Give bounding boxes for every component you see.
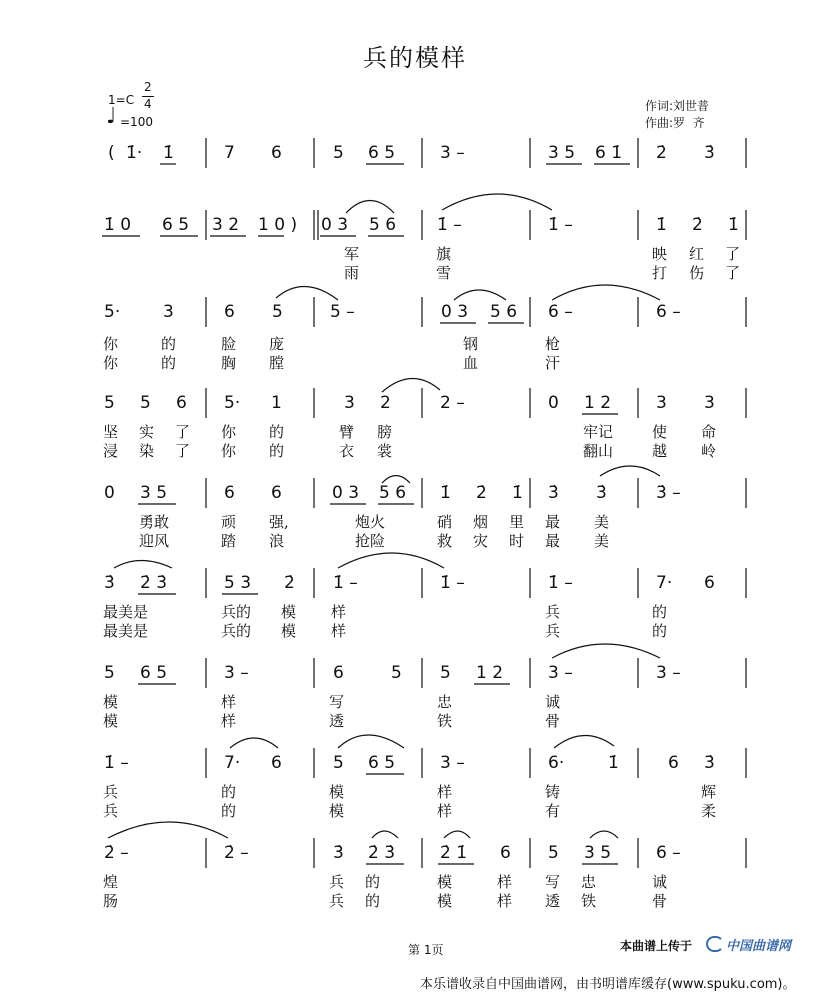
slur	[372, 831, 398, 838]
note: 1̇	[728, 215, 739, 235]
lyric: 的	[161, 335, 177, 353]
slur	[338, 553, 444, 568]
key-signature: 1=C	[108, 93, 135, 107]
note: 6	[271, 483, 282, 503]
lyric: 浪	[269, 532, 285, 550]
note: 5	[333, 753, 344, 773]
slur	[276, 286, 338, 300]
slur	[108, 822, 228, 838]
lyric: 模	[329, 802, 345, 820]
note: 5	[104, 393, 115, 413]
note: 1̇	[440, 483, 451, 503]
lyric: 兵	[103, 802, 119, 820]
note: 3̇	[548, 483, 559, 503]
slur	[338, 735, 404, 748]
lyric: 浸	[103, 442, 119, 460]
lyric: 肠	[103, 892, 119, 910]
note: 5	[391, 663, 402, 683]
note: 2̇ –	[224, 843, 249, 863]
slur	[230, 738, 278, 748]
lyric: 写	[545, 873, 561, 891]
lyric: 辉	[701, 783, 717, 801]
note: 2̇	[656, 143, 667, 163]
lyric: 枪	[545, 335, 561, 353]
lyric: 军	[344, 245, 360, 263]
lyric: 岭	[701, 442, 717, 460]
slur	[552, 644, 660, 658]
note: 5	[333, 143, 344, 163]
lyric: 兵的	[221, 603, 252, 621]
note: 3	[163, 302, 174, 322]
note: 6	[333, 663, 344, 683]
note: 3 –	[224, 663, 249, 683]
note: 3̇	[704, 143, 715, 163]
lyric: 兵	[103, 783, 119, 801]
lyric: 你	[103, 335, 119, 353]
lyric: 模	[437, 873, 453, 891]
upload-label: 本曲谱上传于	[620, 939, 693, 953]
lyric: 了	[175, 442, 191, 460]
note: 0	[548, 393, 559, 413]
note: 6 5	[140, 663, 168, 683]
lyric: 的	[269, 442, 285, 460]
lyric: 样	[497, 892, 513, 910]
lyric: 伤	[689, 264, 705, 282]
note: 7·	[224, 753, 241, 773]
lyric: 膀	[377, 423, 393, 441]
note: 3̇	[104, 573, 115, 593]
lyric: 透	[545, 892, 561, 910]
lyric: 了	[725, 264, 741, 282]
lyric: 铁	[581, 892, 597, 910]
note: 6 –	[548, 302, 573, 322]
note: 1 2	[476, 663, 504, 683]
lyric: 诚	[652, 873, 668, 891]
note: 5	[548, 843, 559, 863]
lyric: 的	[365, 892, 381, 910]
lyric: 命	[701, 423, 717, 441]
slur	[442, 194, 552, 210]
note: 5 6	[490, 302, 518, 322]
lyric: 样	[331, 622, 347, 640]
note: 3 –	[440, 753, 465, 773]
note: 3 5	[548, 143, 576, 163]
note: 1̇	[512, 483, 523, 503]
page-title: 兵的模样	[363, 44, 467, 72]
note: 5·	[104, 302, 121, 322]
slur	[444, 831, 470, 838]
note: 1̇	[656, 215, 667, 235]
lyric: 雨	[344, 264, 360, 282]
note: 5	[440, 663, 451, 683]
time-signature-bottom: 4	[144, 97, 152, 111]
note: 7·	[656, 573, 673, 593]
note: (	[108, 143, 115, 163]
note: 2̇	[284, 573, 295, 593]
note: 6·	[548, 753, 565, 773]
note: 3 –	[656, 663, 681, 683]
slur	[552, 285, 660, 300]
lyric: 打	[652, 264, 668, 282]
lyric: 骨	[652, 892, 668, 910]
slur	[454, 290, 506, 300]
lyric: 时	[509, 532, 525, 550]
note: 6	[668, 753, 679, 773]
note: 1̇ –	[548, 573, 573, 593]
note: 3̇	[333, 843, 344, 863]
note: 6 –	[656, 302, 681, 322]
lyric: 最	[545, 532, 561, 550]
lyric: 牢记	[583, 423, 614, 441]
note: 1̇ –	[104, 753, 129, 773]
lyric: 越	[652, 442, 668, 460]
note: 6	[271, 753, 282, 773]
time-signature-top: 2	[144, 80, 152, 94]
site-logo[interactable]: 中国曲谱网	[726, 939, 792, 954]
lyric: 美	[594, 532, 610, 550]
lyric: 胸	[221, 354, 237, 372]
lyric: 模	[103, 693, 119, 711]
lyric: 使	[652, 423, 668, 441]
lyric: 的	[221, 783, 237, 801]
note: 1̇·	[126, 143, 143, 163]
lyric: 忠	[581, 873, 597, 891]
lyric: 了	[725, 245, 741, 263]
lyric: 最美是	[103, 603, 149, 621]
note: 3̇	[596, 483, 607, 503]
lyric: 实	[139, 423, 155, 441]
lyric: 硝	[437, 513, 453, 531]
lyric: 写	[329, 693, 345, 711]
note: 1̇ –	[440, 573, 465, 593]
lyric: 翻山	[583, 442, 614, 460]
note: 3̇	[704, 753, 715, 773]
lyric: 模	[437, 892, 453, 910]
lyric: 脸	[221, 335, 237, 353]
note: 2̇ –	[104, 843, 129, 863]
lyric: 的	[365, 873, 381, 891]
lyric: 红	[689, 245, 705, 263]
note: 1̇ 0	[104, 215, 132, 235]
lyric: 样	[437, 783, 453, 801]
lyric: 样	[437, 802, 453, 820]
note: 1	[271, 393, 282, 413]
quarter-note-icon: ♩	[106, 104, 117, 129]
note: 2 –	[440, 393, 465, 413]
lyric: 模	[103, 712, 119, 730]
lyric: 钢	[463, 335, 479, 353]
lyric: 样	[221, 712, 237, 730]
note: 1 2	[584, 393, 612, 413]
slur	[114, 561, 172, 569]
slur	[590, 831, 618, 838]
lyric: 映	[652, 245, 668, 263]
note: 2	[380, 393, 391, 413]
note: 2̇	[692, 215, 703, 235]
note: 6	[224, 483, 235, 503]
note: 6 5	[368, 753, 396, 773]
lyric: 煌	[103, 873, 119, 891]
lyric: 的	[652, 622, 668, 640]
lyric: 样	[497, 873, 513, 891]
lyric: 最美是	[103, 622, 149, 640]
note: 2̇ 3̇	[368, 843, 396, 863]
lyric: 美	[594, 513, 610, 531]
note: 5	[272, 302, 283, 322]
note: 5 3	[224, 573, 252, 593]
note: 6	[224, 302, 235, 322]
lyricist: 作词:刘世普	[645, 99, 710, 113]
note: 6	[271, 143, 282, 163]
note: 0 3	[441, 302, 469, 322]
note: 1̇ –	[333, 573, 358, 593]
lyric: 样	[331, 603, 347, 621]
lyric: 抢险	[355, 532, 386, 550]
note: 7	[224, 143, 235, 163]
note: 5 –	[330, 302, 355, 322]
note: 1̇ –	[437, 215, 462, 235]
note: 3 2	[212, 215, 240, 235]
lyric: 骨	[545, 712, 561, 730]
note: 3 –	[548, 663, 573, 683]
lyric: 模	[329, 783, 345, 801]
note: 0 3	[321, 215, 349, 235]
lyric: 兵	[329, 892, 345, 910]
note: 2̇ 3̇	[140, 573, 168, 593]
lyric: 你	[103, 354, 119, 372]
lyric: 坚	[103, 423, 119, 441]
lyric: 兵的	[221, 622, 252, 640]
lyric: 透	[329, 712, 345, 730]
note: 5	[140, 393, 151, 413]
lyric: 的	[652, 603, 668, 621]
note: 6	[176, 393, 187, 413]
lyric: 的	[161, 354, 177, 372]
lyric: 有	[545, 802, 561, 820]
lyric: 了	[175, 423, 191, 441]
lyric: 衣	[339, 442, 355, 460]
note: 0 3	[332, 483, 360, 503]
note: 5 6	[379, 483, 407, 503]
note: 6 –	[656, 843, 681, 863]
slur	[382, 476, 410, 484]
note: 6	[500, 843, 511, 863]
note: 3̇ –	[656, 483, 681, 503]
lyric: 模	[281, 603, 297, 621]
note: 6 5	[368, 143, 396, 163]
lyric: 烟	[473, 513, 489, 531]
lyric: 的	[221, 802, 237, 820]
lyric: 最	[545, 513, 561, 531]
source-note: 本乐谱收录自中国曲谱网，由书明谱库缓存(www.spuku.com)。	[420, 977, 796, 992]
slur	[554, 735, 614, 748]
tempo: =100	[120, 115, 153, 129]
lyric: 兵	[545, 603, 561, 621]
lyric: 你	[221, 442, 237, 460]
lyric: 铁	[437, 712, 453, 730]
note: 3	[344, 393, 355, 413]
lyric: 旗	[436, 245, 452, 263]
note: 2̇ 1̇	[440, 843, 468, 863]
note: 1̇ –	[548, 215, 573, 235]
lyric: 汗	[545, 354, 561, 372]
lyric: 你	[221, 423, 237, 441]
lyric: 模	[281, 622, 297, 640]
note: 3	[656, 393, 667, 413]
note: 3 5	[584, 843, 612, 863]
lyric: 庞	[269, 335, 285, 353]
note: 6	[704, 573, 715, 593]
lyric: 炮火	[355, 513, 386, 531]
lyric: 的	[269, 423, 285, 441]
lyric: 染	[139, 442, 155, 460]
note: 1 0 )	[258, 215, 298, 235]
lyric: 血	[463, 354, 479, 372]
note: 0	[104, 483, 115, 503]
lyric: 里	[509, 513, 525, 531]
lyric: 灾	[473, 532, 489, 550]
slur	[600, 466, 660, 476]
lyric: 兵	[545, 622, 561, 640]
note: 3 5	[140, 483, 168, 503]
page-number: 第 1页	[408, 943, 444, 957]
lyric: 救	[437, 532, 453, 550]
lyric: 柔	[701, 802, 717, 820]
lyric: 顽	[221, 513, 237, 531]
lyric: 膛	[269, 354, 285, 372]
lyric: 踏	[221, 532, 237, 550]
lyric: 勇敢	[139, 513, 170, 531]
note: 5	[104, 663, 115, 683]
note: 1̇	[163, 143, 174, 163]
composer: 作曲:罗 齐	[645, 116, 705, 130]
lyric: 忠	[437, 693, 453, 711]
lyric: 样	[221, 693, 237, 711]
note: 5 6	[369, 215, 397, 235]
note: 5·	[224, 393, 241, 413]
lyric: 迎风	[139, 532, 170, 550]
note: 3	[704, 393, 715, 413]
note: 3 –	[440, 143, 465, 163]
note: 2̇	[476, 483, 487, 503]
note: 6 1̇	[595, 143, 623, 163]
lyric: 铸	[545, 783, 561, 801]
slur	[382, 378, 440, 392]
lyric: 雪	[436, 264, 452, 282]
lyric: 强,	[269, 513, 289, 531]
note: 1̇	[608, 753, 619, 773]
lyric: 裳	[377, 442, 393, 460]
note: 6 5	[162, 215, 190, 235]
lyric: 臂	[339, 423, 355, 441]
lyric: 兵	[329, 873, 345, 891]
lyric: 诚	[545, 693, 561, 711]
slur	[346, 201, 394, 214]
site-logo-icon	[706, 936, 724, 952]
